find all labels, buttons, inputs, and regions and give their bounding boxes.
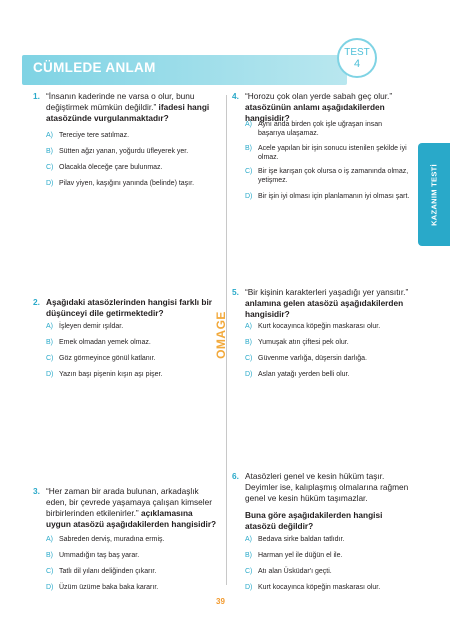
option-3d[interactable]: D) Üzüm üzüme baka baka kararır.: [46, 584, 159, 591]
option-3b[interactable]: B) Ummadığın taş baş yarar.: [46, 552, 140, 559]
option-4a[interactable]: A) Aynı anda birden çok işle uğraşan insan başarıya ulaşamaz.: [245, 121, 383, 137]
option-1d[interactable]: D) Pilav yiyen, kaşığını yanında (belinde) taşır.: [46, 180, 195, 187]
option-1a[interactable]: A) Tereciye tere satılmaz.: [46, 132, 130, 139]
page-title: CÜMLEDE ANLAM: [33, 60, 156, 75]
option-2c[interactable]: C) Göz görmeyince gönül katlanır.: [46, 355, 156, 362]
question-stem: Atasözleri genel ve kesin hüküm taşır. Deyimler ise, kalıplaşmış olmalarına rağmen genel ve kesin hüküm taşımazlar. Buna göre aşağıdakilerden hangisi atasözü değildir?: [245, 471, 409, 531]
question-number: 4.: [232, 91, 239, 101]
question-stem: “Horozu çok olan yerde sabah geç olur.” atasözünün anlamı aşağıdakilerden hangisidir?: [245, 91, 393, 123]
question-number: 6.: [232, 471, 239, 481]
watermark-text: OMAGE: [214, 311, 228, 359]
option-2b[interactable]: B) Emek olmadan yemek olmaz.: [46, 339, 151, 346]
question-3: [33, 486, 218, 530]
option-2a[interactable]: A) İşleyen demir ışıldar.: [46, 323, 124, 330]
option-3c[interactable]: C) Tatlı dil yılanı deliğinden çıkarır.: [46, 568, 157, 575]
question-stem: Aşağıdaki atasözlerinden hangisi farklı bir düşünceyi dile getirmektedir?: [46, 297, 212, 318]
option-4c[interactable]: C) Bir işe karışan çok olursa o iş zamanında olmaz, yetişmez.: [245, 168, 409, 184]
option-4b[interactable]: B) Acele yapılan bir işin sonucu istenilen şekilde iyi olmaz.: [245, 145, 407, 161]
question-6: [232, 471, 410, 532]
side-tab-label: KAZANIM TESTİ: [429, 163, 439, 226]
option-1c[interactable]: C) Olacakla öleceğe çare bulunmaz.: [46, 164, 163, 171]
option-5d[interactable]: D) Aslan yatağı yerden belli olur.: [245, 371, 350, 378]
question-number: 3.: [33, 486, 40, 496]
option-3a[interactable]: A) Sabreden derviş, muradına ermiş.: [46, 536, 165, 543]
question-number: 1.: [33, 91, 40, 101]
question-stem: “Bir kişinin karakterleri yaşadığı yer yansıtır.” anlamına gelen atasözü aşağıdakilerden hangisidir?: [245, 287, 409, 319]
option-6b[interactable]: B) Harman yel ile düğün el ile.: [245, 552, 343, 559]
side-tab: [418, 143, 450, 246]
option-2d[interactable]: D) Yazın başı pişenin kışın aşı pişer.: [46, 371, 163, 378]
option-1b[interactable]: B) Sütten ağzı yanan, yoğurdu üfleyerek yer.: [46, 148, 189, 155]
question-1: [33, 91, 213, 124]
option-6a[interactable]: A) Bedava sirke baldan tatlıdır.: [245, 536, 345, 543]
option-5a[interactable]: A) Kurt kocayınca köpeğin maskarası olur.: [245, 323, 381, 330]
page-number: 39: [216, 597, 225, 606]
option-5c[interactable]: C) Güvenme varlığa, düşersin darlığa.: [245, 355, 367, 362]
test-number: 4: [353, 58, 361, 70]
test-badge: [337, 38, 377, 78]
option-4d[interactable]: D) Bir işin iyi olması için planlamanın iyi olması şart.: [245, 193, 410, 200]
question-number: 2.: [33, 297, 40, 307]
option-5b[interactable]: B) Yumuşak atın çiftesi pek olur.: [245, 339, 349, 346]
option-6c[interactable]: C) Atı alan Üsküdar'ı geçti.: [245, 568, 332, 575]
question-number: 5.: [232, 287, 239, 297]
question-stem: “Her zaman bir arada bulunan, arkadaşlık eden, bir çevrede yaşamaya çalışan kimseler birbirlerinden etkilenirler.” açıklamasına uygun atasözü aşağıdakilerden hangisidir?: [46, 486, 217, 529]
test-label: TEST: [344, 47, 370, 58]
question-5: [232, 287, 410, 320]
question-stem: “İnsanın kaderinde ne varsa o olur, bunu değiştirmek mümkün değildir.” ifadesi hangi atasözünde vurgulanmaktadır?: [46, 91, 210, 123]
option-6d[interactable]: D) Kurt kocayınca köpeğin maskarası olur.: [245, 584, 381, 591]
question-2: [33, 297, 213, 319]
